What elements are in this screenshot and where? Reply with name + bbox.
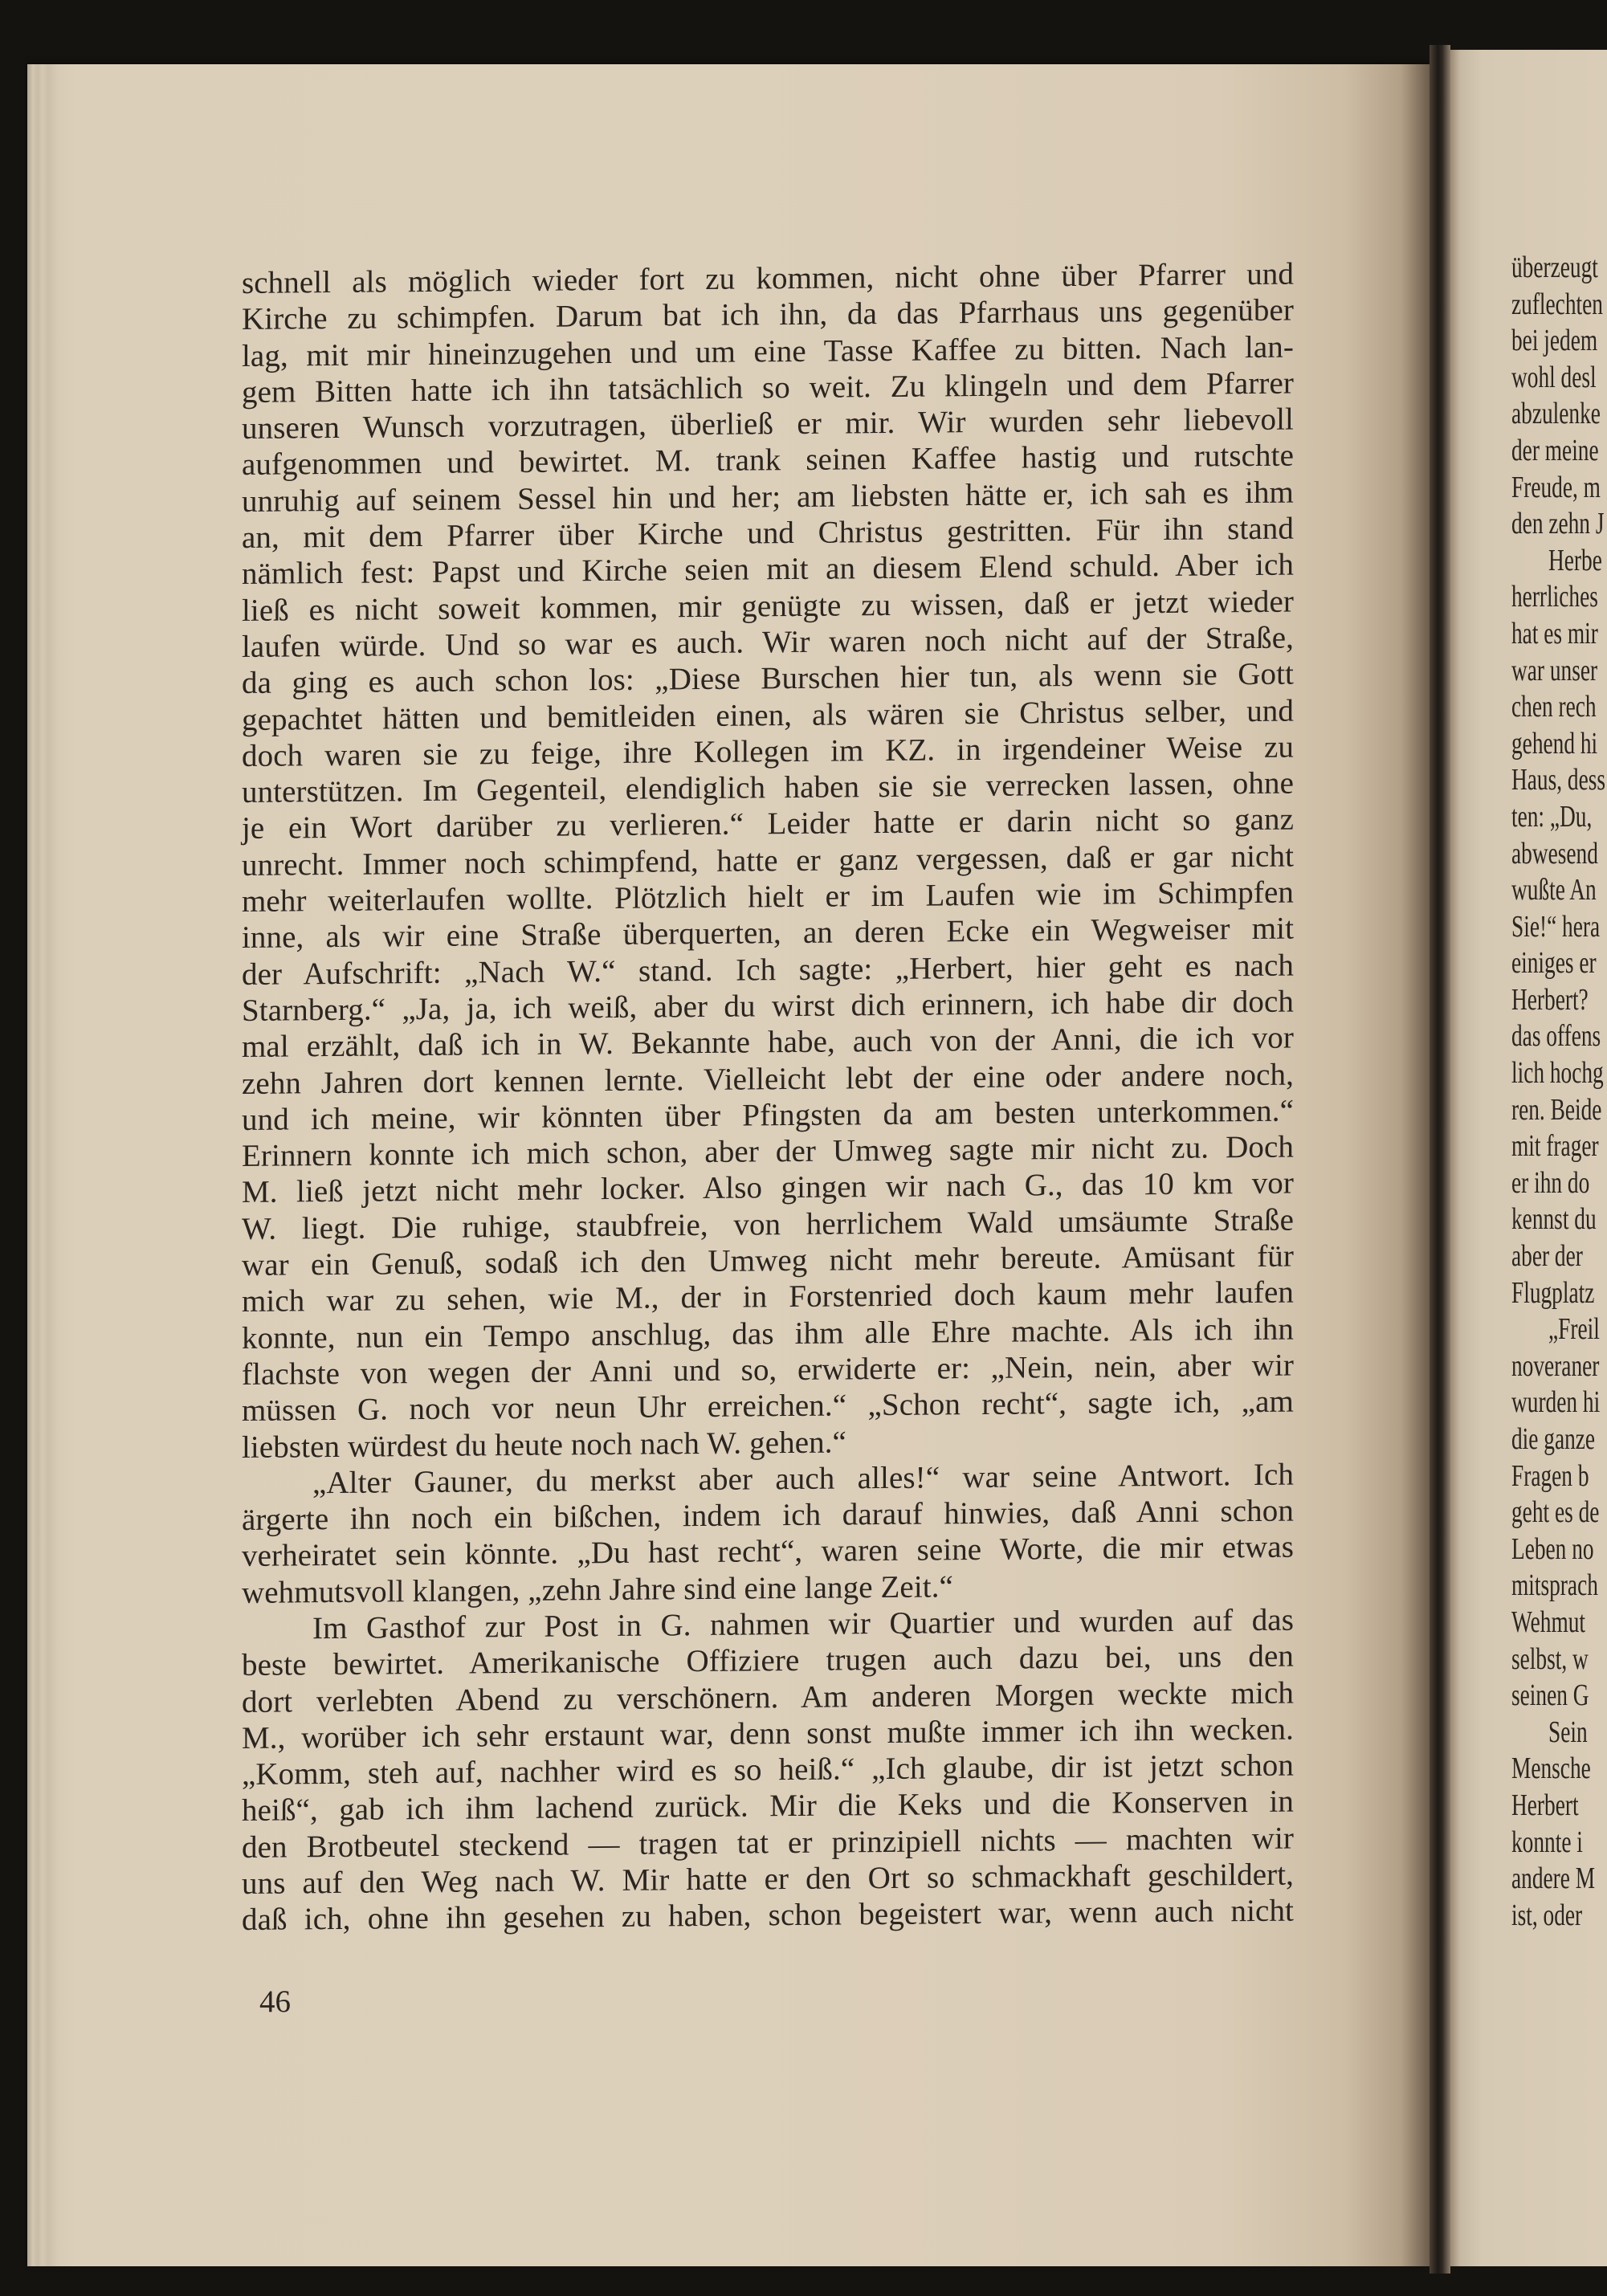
text-line: laufen würde. Und so war es auch. Wir waren noch nicht auf der Straße, [242,620,1294,664]
text-line-fragment [1450,470,1607,507]
text-line: verheiratet sein könnte. „Du hast recht“, waren seine Worte, die mir etwas [242,1529,1294,1574]
text-line-fragment [1450,1788,1607,1825]
text-fragment: ist, oder [1511,1898,1583,1932]
text-line: war ein Genuß, sodaß ich den Umweg nicht mehr bereute. Amüsant für [242,1238,1294,1283]
facing-page-text [1450,250,1607,1934]
text-line-fragment [1450,799,1607,836]
text-fragment: der meine [1511,433,1599,467]
text-line-fragment [1450,1421,1607,1458]
text-line: gem Bitten hatte ich ihn tatsächlich so weit. Zu klingeln und dem Pfarrer [242,365,1294,410]
text-fragment: selbst, w [1511,1641,1589,1676]
text-line: mehr weiterlaufen wollte. Plötzlich hielt er im Laufen wie im Schimpfen [242,875,1294,920]
text-line-fragment [1450,1128,1607,1165]
text-fragment: den zehn J [1511,507,1605,541]
text-fragment: abzulenke [1511,397,1601,431]
text-line: „Alter Gauner, du merkst aber auch alles!“ war seine Antwort. Ich [312,1457,1294,1501]
text-fragment: „Freil [1548,1312,1600,1347]
text-fragment: zuflechten [1511,287,1603,321]
text-line-fragment [1450,1275,1607,1312]
text-line: unrecht. Immer noch schimpfend, hatte er ganz vergessen, daß er gar nicht [242,838,1294,883]
text-line: Erinnern konnte ich mich schon, aber der Umweg sagte mir nicht zu. Doch [242,1129,1294,1174]
text-fragment: Haus, dess [1511,763,1606,797]
text-line-fragment [1450,1715,1607,1752]
text-line: nämlich fest: Papst und Kirche seien mit an diesem Elend schuld. Aber ich [242,547,1294,592]
text-line: liebsten würdest du heute noch nach W. gehen.“ [242,1424,846,1465]
text-line: unseren Wunsch vorzutragen, überließ er mir. Wir wurden sehr liebevoll [242,402,1294,447]
text-line-fragment [1450,506,1607,543]
text-line: unruhig auf seinem Sessel hin und her; am liebsten hätte er, ich sah es ihm [242,475,1294,519]
text-line-fragment [1450,579,1607,616]
text-fragment: er ihn do [1511,1165,1590,1200]
text-fragment: kennst du [1511,1202,1597,1237]
text-line-fragment [1450,1495,1607,1531]
text-line: an, mit dem Pfarrer über Kirche und Christus gestritten. Für ihn stand [242,511,1294,556]
text-line-fragment [1450,433,1607,470]
text-line-fragment [1450,836,1607,873]
text-fragment: seinen G [1511,1678,1589,1713]
text-line: W. liegt. Die ruhige, staubfreie, von herrlichem Wald umsäumte Straße [242,1202,1294,1246]
text-line: unterstützen. Im Gegenteil, elendiglich haben sie sie verrecken lassen, ohne [242,765,1294,810]
text-line-fragment [1450,323,1607,360]
text-line: „Komm, steh auf, nachher wird es so heiß.“ „Ich glaube, dir ist jetzt schon [242,1747,1294,1792]
text-line: konnte, nun ein Tempo anschlug, das ihm alle Ehre machte. Als ich ihn [242,1311,1294,1356]
text-line-fragment [1450,1751,1607,1788]
text-line-fragment [1450,689,1607,726]
text-fragment: mitsprach [1511,1568,1598,1603]
text-line: inne, als wir eine Straße überquerten, an deren Ecke ein Wegweiser mit [242,911,1294,956]
text-fragment: ren. Beide [1511,1092,1602,1127]
text-line-fragment [1450,945,1607,982]
text-fragment: Fragen b [1511,1458,1589,1493]
text-line-fragment [1450,396,1607,433]
text-fragment: herrliches [1511,580,1598,614]
page-number: 46 [259,1984,291,2019]
text-fragment: geht es de [1511,1495,1600,1530]
text-fragment: Herbert? [1511,982,1589,1017]
text-line-fragment [1450,1605,1607,1641]
paragraph [242,256,1294,1466]
text-line: heiß“, gab ich ihm lachend zurück. Mir die Keks und die Konserven in [242,1784,1294,1829]
text-fragment: abwesend [1511,836,1598,871]
text-line-fragment [1450,616,1607,653]
text-line: wehmutsvoll klangen, „zehn Jahre sind eine lange Zeit.“ [242,1568,953,1610]
text-line-fragment [1450,762,1607,799]
text-fragment: wurden hi [1511,1385,1601,1420]
text-fragment: Sie!“ hera [1511,909,1601,944]
text-line: mal erzählt, daß ich in W. Bekannte habe, auch von der Anni, die ich vor [242,1020,1294,1065]
text-fragment: war unser [1511,653,1598,687]
text-line: M. ließ jetzt nicht mehr locker. Also gingen wir nach G., das 10 km vor [242,1165,1294,1210]
text-line-fragment [1450,1641,1607,1678]
text-fragment: Freude, m [1511,470,1601,504]
text-line-fragment [1450,1165,1607,1202]
text-line: je ein Wort darüber zu verlieren.“ Leider hatte er darin nicht so ganz [242,802,1294,846]
text-line-fragment [1450,543,1607,580]
text-fragment: überzeugt [1511,251,1598,284]
text-line: mich war zu sehen, wie M., der in Forstenried doch kaum mehr laufen [242,1274,1294,1319]
text-fragment: das offens [1511,1019,1601,1054]
text-line: gepachtet hätten und bemitleiden einen, als wären sie Christus selber, und [242,693,1294,737]
text-line: beste bewirtet. Amerikanische Offiziere trugen auch dazu bei, uns den [242,1638,1294,1683]
text-fragment: chen rech [1511,690,1597,724]
text-line-fragment [1450,872,1607,909]
text-line-fragment [1450,360,1607,397]
text-line-fragment [1450,1861,1607,1898]
text-line-fragment [1450,1055,1607,1092]
text-fragment: Leben no [1511,1531,1594,1566]
text-line: zehn Jahren dort kennen lernte. Vielleicht lebt der eine oder andere noch, [242,1057,1294,1101]
text-line-fragment [1450,1311,1607,1348]
text-fragment: die ganze [1511,1422,1596,1456]
text-line-fragment [1450,1898,1607,1935]
text-fragment: mit frager [1511,1129,1599,1164]
text-fragment: lich hochg [1511,1056,1604,1091]
text-fragment: Flugplatz [1511,1275,1595,1310]
text-line-fragment [1450,1092,1607,1129]
body-text [242,256,1294,1939]
text-line-fragment [1450,287,1607,324]
text-line: Kirche zu schimpfen. Darum bat ich ihn, da das Pfarrhaus uns gegenüber [242,292,1294,337]
text-line: lag, mit mir hineinzugehen und um eine Tasse Kaffee zu bitten. Nach lan- [242,329,1294,373]
text-line-fragment [1450,1531,1607,1568]
text-line: dort verlebten Abend zu verschönern. Am anderen Morgen weckte mich [242,1675,1294,1719]
text-fragment: bei jedem [1511,324,1598,358]
text-line: uns auf den Weg nach W. Mir hatte er den Ort so schmackhaft geschildert, [242,1857,1294,1902]
text-line: flachste von wegen der Anni und so, erwiderte er: „Nein, nein, aber wir [242,1348,1294,1392]
text-line: schnell als möglich wieder fort zu kommen, nicht ohne über Pfarrer und [242,256,1294,300]
text-line: Starnberg.“ „Ja, ja, ich weiß, aber du wirst dich erinnern, ich habe dir doch [242,984,1294,1028]
text-line-fragment [1450,1385,1607,1421]
text-fragment: Sein [1548,1715,1588,1749]
text-line: aufgenommen und bewirtet. M. trank seinen Kaffee hastig und rutschte [242,438,1294,483]
text-line-fragment [1450,1458,1607,1495]
text-fragment: ten: „Du, [1511,799,1593,834]
text-line: daß ich, ohne ihn gesehen zu haben, schon begeistert war, wenn auch nicht [242,1893,1294,1938]
text-line: doch waren sie zu feige, ihre Kollegen im KZ. in irgendeiner Weise zu [242,729,1294,773]
text-line: ließ es nicht soweit kommen, mir genügte zu wissen, daß er jetzt wieder [242,584,1294,628]
text-line-fragment [1450,653,1607,690]
text-line: da ging es auch schon los: „Diese Burschen hier tun, als wenn sie Gott [242,656,1294,701]
text-fragment: wohl desl [1511,360,1597,394]
text-fragment: Herbe [1548,543,1602,577]
text-line: ärgerte ihn noch ein bißchen, indem ich darauf hinwies, daß Anni schon [242,1493,1294,1538]
text-fragment: aber der [1511,1239,1583,1274]
text-fragment: konnte i [1511,1825,1583,1859]
text-line: M., worüber ich sehr erstaunt war, denn sonst mußte immer ich ihn wecken. [242,1711,1294,1756]
text-fragment: hat es mir [1511,616,1598,650]
paragraph [242,1456,1294,1611]
text-fragment: Wehmut [1511,1605,1586,1639]
text-line-fragment [1450,1018,1607,1055]
text-line: und ich meine, wir könnten über Pfingsten da am besten unterkommen.“ [242,1093,1294,1137]
text-fragment: einiges er [1511,946,1597,981]
text-fragment: gehend hi [1511,726,1598,761]
text-fragment: wußte An [1511,873,1597,907]
text-line-fragment [1450,1238,1607,1275]
text-line: der Aufschrift: „Nach W.“ stand. Ich sagte: „Herbert, hier geht es nach [242,948,1294,992]
text-fragment: andere M [1511,1862,1596,1896]
text-line-fragment [1450,1678,1607,1715]
text-fragment: noveraner [1511,1348,1600,1383]
text-line-fragment [1450,1201,1607,1238]
text-fragment: Mensche [1511,1752,1591,1786]
text-line-fragment [1450,909,1607,946]
text-line-fragment [1450,1348,1607,1385]
text-line: Im Gasthof zur Post in G. nahmen wir Quartier und wurden auf das [312,1602,1294,1646]
text-line-fragment [1450,726,1607,763]
paragraph [242,1602,1294,1939]
text-line-fragment [1450,1568,1607,1605]
text-line: müssen G. noch vor neun Uhr erreichen.“ „Schon recht“, sagte ich, „am [242,1384,1294,1429]
text-line-fragment [1450,982,1607,1019]
book-spine [1430,45,1450,2274]
text-line: den Brotbeutel steckend — tragen tat er prinzipiell nichts — machten wir [242,1821,1294,1865]
text-line-fragment [1450,250,1607,287]
text-fragment: Herbert [1511,1788,1579,1822]
text-line-fragment [1450,1825,1607,1862]
